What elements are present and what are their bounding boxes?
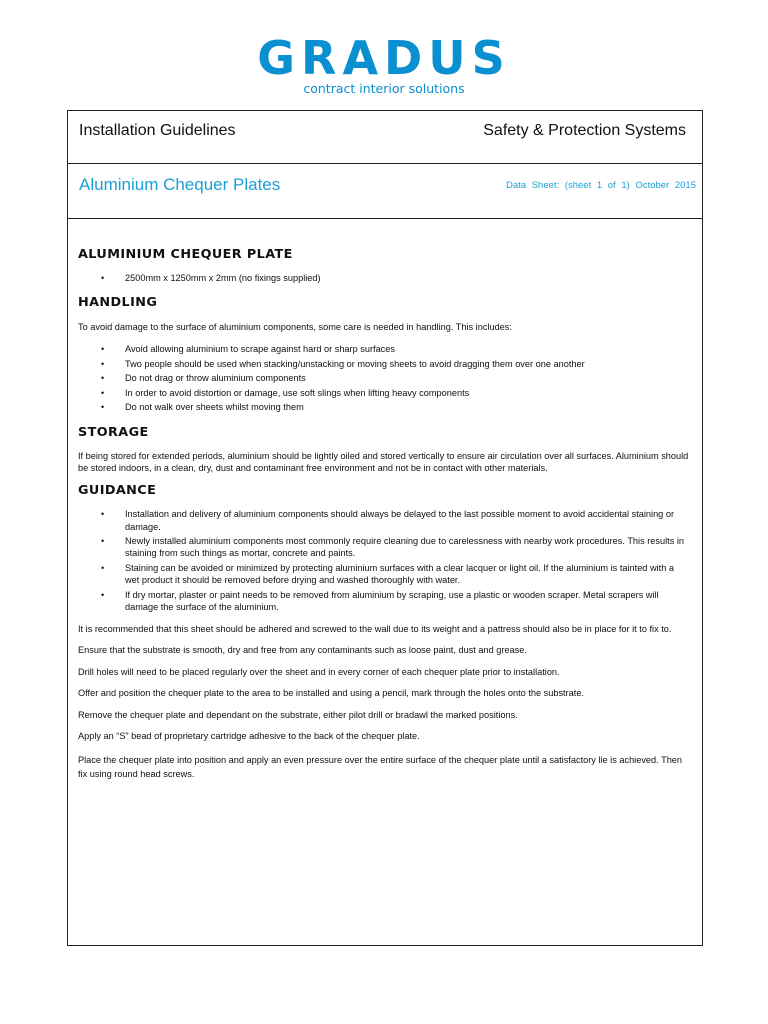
instruction-paragraph: Place the chequer plate into position and apply an even pressure over the entire surface of the chequer plate until a satisfactory lie is achieved. Then fix using round head screws. (78, 755, 683, 780)
list-item: • Do not drag or throw aluminium components (78, 371, 690, 386)
gradus-logo (0, 31, 768, 96)
instruction-paragraph: Drill holes will need to be placed regularly over the sheet and in every corner of each chequer plate prior to installation. (78, 666, 560, 677)
logo-tagline: contract interior solutions (303, 81, 465, 96)
list-item: • If dry mortar, plaster or paint needs to be removed from aluminium by scraping, use a plastic or wooden scraper. Metal scrapers will damage the surface of the aluminium. (78, 589, 690, 614)
instruction-paragraph: Offer and position the chequer plate to the area to be installed and using a pencil, mark through the holes onto the substrate. (78, 688, 584, 699)
doc-system: Safety & Protection Systems (483, 122, 686, 139)
instruction-paragraph: Ensure that the substrate is smooth, dry and free from any contaminants such as loose paint, dust and grease. (78, 645, 527, 656)
page-title: Aluminium Chequer Plates (79, 175, 281, 194)
handling-intro: To avoid damage to the surface of aluminium components, some care is needed in handling. This includes: (78, 321, 512, 332)
document-body (78, 249, 690, 781)
list-item: • Avoid allowing aluminium to scrape against hard or sharp surfaces (78, 342, 690, 357)
header-divider (68, 163, 702, 164)
instruction-paragraph: It is recommended that this sheet should be adhered and screwed to the wall due to its weight and a pattress should also be in place for it to fix to. (78, 623, 672, 634)
instruction-paragraph: Apply an “S” bead of proprietary cartridge adhesive to the back of the chequer plate. (78, 731, 420, 742)
datasheet-info: Data Sheet: (sheet 1 of 1) October 2015 (506, 180, 696, 191)
title-divider (68, 218, 702, 219)
datasheet-frame (67, 110, 703, 946)
list-item: • Two people should be used when stacking/unstacking or moving sheets to avoid dragging them over one another (78, 357, 690, 372)
instruction-paragraph: Remove the chequer plate and dependant on the substrate, either pilot drill or bradawl the marked positions. (78, 709, 518, 720)
section-heading-plate: ALUMINIUM CHEQUER PLATE (78, 247, 293, 262)
doc-category: Installation Guidelines (79, 122, 236, 139)
section-heading-guidance: GUIDANCE (78, 482, 157, 498)
section-heading-handling: HANDLING (78, 295, 158, 311)
list-item: • Staining can be avoided or minimized by protecting aluminium surfaces with a clear lacquer or light oil. If the aluminium is tainted with a wet product it should be removed before drying and washed thoroughly with water. (78, 562, 690, 587)
storage-text: If being stored for extended periods, aluminium should be lightly oiled and stored vertically to ensure air circulation over all surfaces. Aluminium should be stored indoors, in a clean, dry, dust and contaminant free environment and not be in contact with other materials. (78, 451, 689, 474)
list-item: • Newly installed aluminium components most commonly require cleaning due to carelessness with nearby work procedures. This results in staining from such things as mortar, concrete and paints. (78, 535, 690, 560)
list-item: • Do not walk over sheets whilst moving them (78, 400, 690, 415)
logo-wordmark: GRADUS (257, 31, 511, 85)
list-item: • Installation and delivery of aluminium components should always be delayed to the last possible moment to avoid accidental staining or damage. (78, 508, 690, 533)
guidance-list (78, 508, 690, 613)
list-item: • In order to avoid distortion or damage, use soft slings when lifting heavy components (78, 386, 690, 401)
section-heading-storage: STORAGE (78, 424, 149, 440)
handling-list (78, 342, 690, 415)
list-item: • 2500mm x 1250mm x 2mm (no fixings supplied) (78, 273, 690, 285)
plate-spec-list (78, 273, 690, 285)
